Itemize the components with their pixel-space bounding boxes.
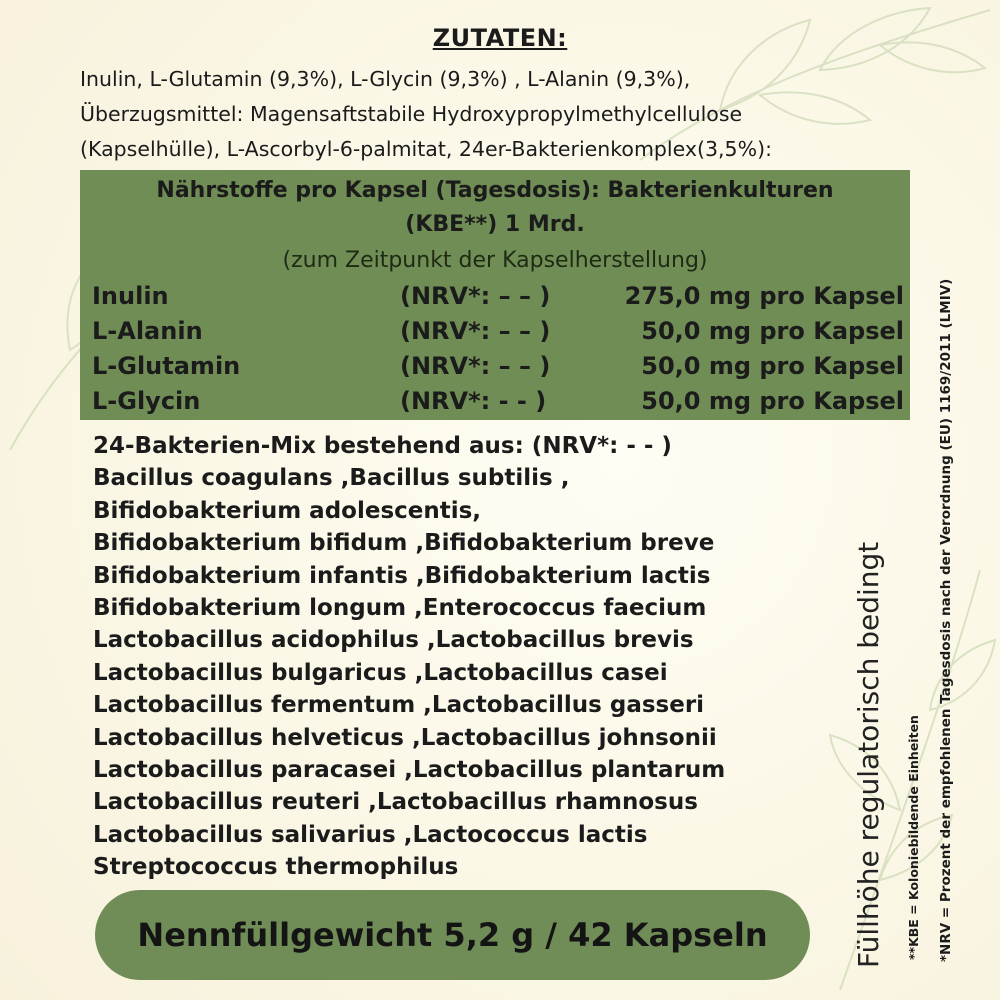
- bacteria-line: Bifidobakterium infantis ,Bifidobakterium lactis: [93, 562, 711, 589]
- ingredients-text: [80, 62, 960, 167]
- nutrient-row: [92, 317, 904, 351]
- nutrient-row: [92, 282, 904, 316]
- nutrient-nrv: (NRV*: – – ): [400, 282, 551, 310]
- net-weight-badge: Nennfüllgewicht 5,2 g / 42 Kapseln: [95, 890, 810, 980]
- bacteria-line: Lactobacillus salivarius ,Lactococcus lactis: [93, 821, 648, 848]
- nutrient-row: [92, 387, 904, 421]
- nutrient-amount: 50,0 mg pro Kapsel: [641, 317, 904, 345]
- bacteria-line: Bifidobakterium bifidum ,Bifidobakterium breve: [93, 530, 715, 557]
- bacteria-mix-list: [93, 430, 813, 883]
- nutrient-name: L-Alanin: [92, 317, 203, 345]
- nutrient-name: L-Glutamin: [92, 352, 241, 380]
- ingredients-line: Inulin, L-Glutamin (9,3%), L-Glycin (9,3%) , L-Alanin (9,3%),: [80, 67, 691, 91]
- bacteria-line: Lactobacillus acidophilus ,Lactobacillus brevis: [93, 627, 694, 654]
- nutrient-name: Inulin: [92, 282, 169, 310]
- nutrient-amount: 50,0 mg pro Kapsel: [641, 387, 904, 415]
- nutrient-nrv: (NRV*: – – ): [400, 317, 551, 345]
- bacteria-line: Lactobacillus reuteri ,Lactobacillus rhamnosus: [93, 789, 698, 816]
- bacteria-line: Streptococcus thermophilus: [93, 854, 459, 881]
- nutrient-nrv: (NRV*: - - ): [400, 387, 547, 415]
- fill-height-note: Füllhöhe regulatorisch bedingt: [852, 541, 885, 968]
- bacteria-mix-heading: 24-Bakterien-Mix bestehend aus: (NRV*: - - ): [93, 433, 672, 459]
- nutrient-row: [92, 352, 904, 386]
- nrv-footnote: *NRV = Prozent der empfohlenen Tagesdosis nach der Verordnung (EU) 1169/2011 (LMIV): [938, 278, 954, 962]
- nutrient-nrv: (NRV*: – – ): [400, 352, 551, 380]
- nutrient-heading: Nährstoffe pro Kapsel (Tagesdosis): Bakterienkulturen: [156, 178, 834, 203]
- ingredients-line: (Kapselhülle), L-Ascorbyl-6-palmitat, 24er-Bakterienkomplex(3,5%):: [80, 137, 772, 161]
- nutrient-panel: [80, 170, 910, 420]
- nutrient-amount: 50,0 mg pro Kapsel: [641, 352, 904, 380]
- bacteria-line: Lactobacillus paracasei ,Lactobacillus plantarum: [93, 756, 726, 783]
- bacteria-line: Bifidobakterium longum ,Enterococcus faecium: [93, 594, 707, 621]
- nutrient-amount: 275,0 mg pro Kapsel: [624, 282, 904, 310]
- bacteria-line: Lactobacillus bulgaricus ,Lactobacillus casei: [93, 659, 668, 686]
- bacteria-line: Bifidobakterium adolescentis,: [93, 497, 482, 524]
- nutrient-subheading: (zum Zeitpunkt der Kapselherstellung): [282, 248, 708, 273]
- nutrient-heading-cfu: (KBE**) 1 Mrd.: [405, 212, 585, 237]
- kbe-footnote: **KBE = Koloniebildende Einheiten: [906, 715, 921, 960]
- leaf-decoration-bottom-right-icon: [780, 560, 1000, 1000]
- bacteria-line: Bacillus coagulans ,Bacillus subtilis ,: [93, 465, 570, 492]
- bacteria-line: Lactobacillus fermentum ,Lactobacillus gasseri: [93, 692, 705, 719]
- bacteria-line: Lactobacillus helveticus ,Lactobacillus johnsonii: [93, 724, 717, 751]
- ingredients-title: ZUTATEN:: [432, 24, 568, 52]
- nutrient-name: L-Glycin: [92, 387, 201, 415]
- ingredients-line: Überzugsmittel: Magensaftstabile Hydroxypropylmethylcellulose: [80, 102, 743, 126]
